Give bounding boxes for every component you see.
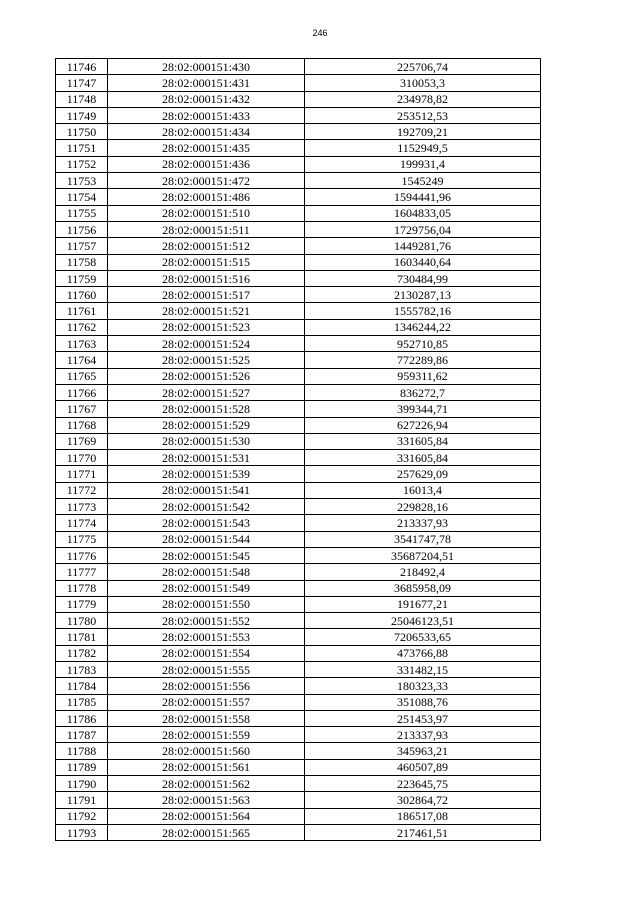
row-number-cell: 11747	[56, 75, 108, 91]
cadastral-value-cell: 1152949,5	[305, 140, 541, 156]
cadastral-value-cell: 1729756,04	[305, 221, 541, 237]
table-row	[56, 678, 541, 694]
table-row	[56, 450, 541, 466]
cadastral-value-cell: 836272,7	[305, 384, 541, 400]
cadastral-value-cell: 351088,76	[305, 694, 541, 710]
cadastral-value-cell: 952710,85	[305, 336, 541, 352]
cadastral-value-cell: 1594441,96	[305, 189, 541, 205]
row-number-cell: 11786	[56, 710, 108, 726]
cadastral-number-cell: 28:02:000151:521	[108, 303, 305, 319]
cadastral-value-cell: 7206533,65	[305, 629, 541, 645]
cadastral-number-cell: 28:02:000151:510	[108, 205, 305, 221]
row-number-cell: 11785	[56, 694, 108, 710]
row-number-cell: 11765	[56, 368, 108, 384]
row-number-cell: 11776	[56, 547, 108, 563]
cadastral-number-cell: 28:02:000151:434	[108, 124, 305, 140]
table-row	[56, 661, 541, 677]
cadastral-number-cell: 28:02:000151:435	[108, 140, 305, 156]
table-row	[56, 287, 541, 303]
table-row	[56, 645, 541, 661]
cadastral-value-cell: 223645,75	[305, 776, 541, 792]
row-number-cell: 11761	[56, 303, 108, 319]
cadastral-value-cell: 302864,72	[305, 792, 541, 808]
cadastral-number-cell: 28:02:000151:561	[108, 759, 305, 775]
table-row	[56, 564, 541, 580]
row-number-cell: 11767	[56, 401, 108, 417]
cadastral-value-cell: 310053,3	[305, 75, 541, 91]
table-row	[56, 205, 541, 221]
row-number-cell: 11789	[56, 759, 108, 775]
row-number-cell: 11777	[56, 564, 108, 580]
table-row	[56, 759, 541, 775]
table-row	[56, 710, 541, 726]
cadastral-value-cell: 218492,4	[305, 564, 541, 580]
cadastral-value-cell: 225706,74	[305, 59, 541, 75]
row-number-cell: 11755	[56, 205, 108, 221]
row-number-cell: 11764	[56, 352, 108, 368]
table-row	[56, 401, 541, 417]
cadastral-value-cell: 199931,4	[305, 156, 541, 172]
cadastral-number-cell: 28:02:000151:550	[108, 596, 305, 612]
cadastral-value-cell: 191677,21	[305, 596, 541, 612]
table-row	[56, 776, 541, 792]
table-body	[56, 59, 541, 841]
page-number: 246	[312, 28, 328, 38]
table-row	[56, 417, 541, 433]
cadastral-value-cell: 331605,84	[305, 450, 541, 466]
row-number-cell: 11778	[56, 580, 108, 596]
table-row	[56, 466, 541, 482]
cadastral-value-cell: 331482,15	[305, 661, 541, 677]
cadastral-number-cell: 28:02:000151:557	[108, 694, 305, 710]
row-number-cell: 11772	[56, 482, 108, 498]
cadastral-number-cell: 28:02:000151:430	[108, 59, 305, 75]
row-number-cell: 11757	[56, 238, 108, 254]
table-row	[56, 792, 541, 808]
cadastral-number-cell: 28:02:000151:555	[108, 661, 305, 677]
cadastral-value-cell: 730484,99	[305, 270, 541, 286]
cadastral-number-cell: 28:02:000151:560	[108, 743, 305, 759]
cadastral-number-cell: 28:02:000151:526	[108, 368, 305, 384]
cadastral-number-cell: 28:02:000151:527	[108, 384, 305, 400]
table-row	[56, 613, 541, 629]
cadastral-value-cell: 959311,62	[305, 368, 541, 384]
row-number-cell: 11770	[56, 450, 108, 466]
cadastral-value-cell: 1346244,22	[305, 319, 541, 335]
row-number-cell: 11793	[56, 824, 108, 840]
cadastral-value-cell: 399344,71	[305, 401, 541, 417]
table-row	[56, 531, 541, 547]
cadastral-value-cell: 35687204,51	[305, 547, 541, 563]
row-number-cell: 11784	[56, 678, 108, 694]
cadastral-number-cell: 28:02:000151:545	[108, 547, 305, 563]
row-number-cell: 11791	[56, 792, 108, 808]
cadastral-value-cell: 460507,89	[305, 759, 541, 775]
table-row	[56, 352, 541, 368]
row-number-cell: 11788	[56, 743, 108, 759]
row-number-cell: 11749	[56, 107, 108, 123]
cadastral-value-cell: 772289,86	[305, 352, 541, 368]
table-row	[56, 124, 541, 140]
row-number-cell: 11779	[56, 596, 108, 612]
row-number-cell: 11758	[56, 254, 108, 270]
cadastral-number-cell: 28:02:000151:543	[108, 515, 305, 531]
cadastral-value-cell: 1604833,05	[305, 205, 541, 221]
row-number-cell: 11780	[56, 613, 108, 629]
cadastral-value-cell: 180323,33	[305, 678, 541, 694]
cadastral-value-cell: 16013,4	[305, 482, 541, 498]
table-row	[56, 743, 541, 759]
cadastral-number-cell: 28:02:000151:516	[108, 270, 305, 286]
row-number-cell: 11790	[56, 776, 108, 792]
table-row	[56, 515, 541, 531]
row-number-cell: 11760	[56, 287, 108, 303]
cadastral-value-cell: 25046123,51	[305, 613, 541, 629]
table-row	[56, 107, 541, 123]
row-number-cell: 11754	[56, 189, 108, 205]
cadastral-value-cell: 331605,84	[305, 433, 541, 449]
table-row	[56, 482, 541, 498]
cadastral-number-cell: 28:02:000151:523	[108, 319, 305, 335]
cadastral-value-cell: 229828,16	[305, 499, 541, 515]
table-row	[56, 336, 541, 352]
row-number-cell: 11748	[56, 91, 108, 107]
cadastral-value-cell: 1449281,76	[305, 238, 541, 254]
row-number-cell: 11775	[56, 531, 108, 547]
cadastral-number-cell: 28:02:000151:529	[108, 417, 305, 433]
cadastral-number-cell: 28:02:000151:554	[108, 645, 305, 661]
row-number-cell: 11759	[56, 270, 108, 286]
table-row	[56, 368, 541, 384]
cadastral-value-cell: 3541747,78	[305, 531, 541, 547]
cadastral-value-cell: 345963,21	[305, 743, 541, 759]
table-row	[56, 303, 541, 319]
table-row	[56, 384, 541, 400]
cadastral-number-cell: 28:02:000151:472	[108, 173, 305, 189]
table-row	[56, 629, 541, 645]
table-row	[56, 254, 541, 270]
cadastral-number-cell: 28:02:000151:528	[108, 401, 305, 417]
cadastral-number-cell: 28:02:000151:559	[108, 727, 305, 743]
table-row	[56, 221, 541, 237]
cadastral-number-cell: 28:02:000151:565	[108, 824, 305, 840]
cadastral-number-cell: 28:02:000151:548	[108, 564, 305, 580]
cadastral-value-cell: 253512,53	[305, 107, 541, 123]
cadastral-number-cell: 28:02:000151:563	[108, 792, 305, 808]
cadastral-number-cell: 28:02:000151:433	[108, 107, 305, 123]
row-number-cell: 11762	[56, 319, 108, 335]
row-number-cell: 11782	[56, 645, 108, 661]
row-number-cell: 11792	[56, 808, 108, 824]
cadastral-value-table	[55, 58, 541, 841]
table-row	[56, 727, 541, 743]
cadastral-number-cell: 28:02:000151:515	[108, 254, 305, 270]
cadastral-number-cell: 28:02:000151:486	[108, 189, 305, 205]
cadastral-number-cell: 28:02:000151:436	[108, 156, 305, 172]
cadastral-value-cell: 251453,97	[305, 710, 541, 726]
table-row	[56, 547, 541, 563]
row-number-cell: 11746	[56, 59, 108, 75]
table-row	[56, 91, 541, 107]
cadastral-number-cell: 28:02:000151:539	[108, 466, 305, 482]
cadastral-number-cell: 28:02:000151:517	[108, 287, 305, 303]
table-row	[56, 808, 541, 824]
cadastral-number-cell: 28:02:000151:432	[108, 91, 305, 107]
cadastral-number-cell: 28:02:000151:549	[108, 580, 305, 596]
cadastral-value-cell: 1603440,64	[305, 254, 541, 270]
cadastral-number-cell: 28:02:000151:541	[108, 482, 305, 498]
table-row	[56, 433, 541, 449]
cadastral-number-cell: 28:02:000151:531	[108, 450, 305, 466]
cadastral-value-cell: 1545249	[305, 173, 541, 189]
cadastral-number-cell: 28:02:000151:511	[108, 221, 305, 237]
cadastral-value-cell: 3685958,09	[305, 580, 541, 596]
table-row	[56, 580, 541, 596]
cadastral-value-cell: 186517,08	[305, 808, 541, 824]
row-number-cell: 11774	[56, 515, 108, 531]
cadastral-number-cell: 28:02:000151:530	[108, 433, 305, 449]
row-number-cell: 11781	[56, 629, 108, 645]
row-number-cell: 11756	[56, 221, 108, 237]
cadastral-number-cell: 28:02:000151:524	[108, 336, 305, 352]
cadastral-value-cell: 1555782,16	[305, 303, 541, 319]
row-number-cell: 11773	[56, 499, 108, 515]
row-number-cell: 11763	[56, 336, 108, 352]
row-number-cell: 11787	[56, 727, 108, 743]
row-number-cell: 11750	[56, 124, 108, 140]
table-row	[56, 499, 541, 515]
table-row	[56, 319, 541, 335]
cadastral-number-cell: 28:02:000151:542	[108, 499, 305, 515]
table-row	[56, 189, 541, 205]
cadastral-number-cell: 28:02:000151:564	[108, 808, 305, 824]
table-row	[56, 270, 541, 286]
cadastral-number-cell: 28:02:000151:562	[108, 776, 305, 792]
cadastral-number-cell: 28:02:000151:525	[108, 352, 305, 368]
row-number-cell: 11768	[56, 417, 108, 433]
table-row	[56, 694, 541, 710]
row-number-cell: 11766	[56, 384, 108, 400]
cadastral-number-cell: 28:02:000151:512	[108, 238, 305, 254]
table-row	[56, 824, 541, 840]
row-number-cell: 11752	[56, 156, 108, 172]
cadastral-value-cell: 2130287,13	[305, 287, 541, 303]
table-row	[56, 596, 541, 612]
row-number-cell: 11751	[56, 140, 108, 156]
cadastral-value-cell: 192709,21	[305, 124, 541, 140]
cadastral-value-cell: 627226,94	[305, 417, 541, 433]
cadastral-value-cell: 257629,09	[305, 466, 541, 482]
cadastral-value-cell: 234978,82	[305, 91, 541, 107]
row-number-cell: 11771	[56, 466, 108, 482]
cadastral-number-cell: 28:02:000151:544	[108, 531, 305, 547]
table-row	[56, 140, 541, 156]
cadastral-number-cell: 28:02:000151:553	[108, 629, 305, 645]
table-row	[56, 238, 541, 254]
cadastral-value-cell: 213337,93	[305, 515, 541, 531]
cadastral-number-cell: 28:02:000151:552	[108, 613, 305, 629]
cadastral-value-cell: 213337,93	[305, 727, 541, 743]
cadastral-number-cell: 28:02:000151:556	[108, 678, 305, 694]
cadastral-value-cell: 217461,51	[305, 824, 541, 840]
cadastral-value-cell: 473766,88	[305, 645, 541, 661]
table-row	[56, 59, 541, 75]
row-number-cell: 11783	[56, 661, 108, 677]
table-row	[56, 173, 541, 189]
row-number-cell: 11753	[56, 173, 108, 189]
table-row	[56, 156, 541, 172]
table-row	[56, 75, 541, 91]
row-number-cell: 11769	[56, 433, 108, 449]
cadastral-number-cell: 28:02:000151:431	[108, 75, 305, 91]
cadastral-number-cell: 28:02:000151:558	[108, 710, 305, 726]
